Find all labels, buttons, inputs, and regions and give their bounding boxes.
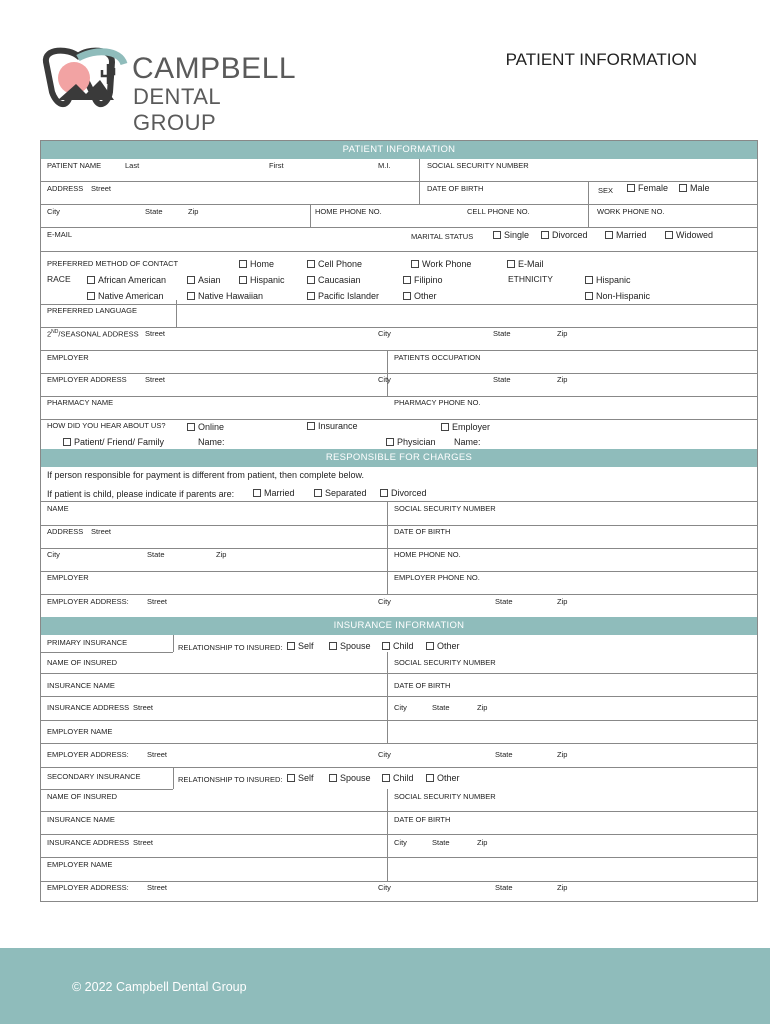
- secondary-ins-name-label: INSURANCE NAME: [47, 815, 115, 824]
- marital-divorced-checkbox[interactable]: Divorced: [541, 230, 588, 240]
- second-street-label: Street: [145, 329, 166, 338]
- parents-status-label: If patient is child, please indicate if parents are:: [47, 489, 235, 499]
- responsible-employer-phone-label: EMPLOYER PHONE NO.: [394, 573, 480, 582]
- primary-rel-self-checkbox[interactable]: Self: [287, 641, 314, 651]
- section-header-patient: PATIENT INFORMATION: [41, 141, 757, 159]
- parents-divorced-checkbox[interactable]: Divorced: [380, 488, 427, 498]
- primary-ins-address-label: INSURANCE ADDRESS: [47, 703, 130, 712]
- secondary-employer-name-label: EMPLOYER NAME: [47, 860, 113, 869]
- secondary-rel-self-checkbox[interactable]: Self: [287, 773, 314, 783]
- secondary-street-label: Street: [133, 838, 154, 847]
- ethnicity-hispanic-checkbox[interactable]: Hispanic: [585, 275, 631, 285]
- last-label: Last: [125, 161, 140, 170]
- primary-ssn-label: SOCIAL SECURITY NUMBER: [394, 658, 496, 667]
- primary-rel-spouse-checkbox[interactable]: Spouse: [329, 641, 371, 651]
- secondary-employer-street-label: Street: [147, 883, 168, 892]
- dob-label: DATE OF BIRTH: [427, 184, 484, 193]
- secondary-city-label: City: [394, 838, 407, 847]
- primary-employer-address-label: EMPLOYER ADDRESS:: [47, 750, 129, 759]
- race-label: RACE: [47, 274, 71, 284]
- zip-label: Zip: [188, 207, 199, 216]
- contact-home-checkbox[interactable]: Home: [239, 259, 274, 269]
- secondary-ins-address-label: INSURANCE ADDRESS: [47, 838, 130, 847]
- hear-online-name-label: Name:: [198, 437, 225, 447]
- primary-city-label: City: [394, 703, 407, 712]
- primary-rel-child-checkbox[interactable]: Child: [382, 641, 414, 651]
- hear-insurance-checkbox[interactable]: Insurance: [307, 421, 358, 431]
- primary-zip-label: Zip: [477, 703, 488, 712]
- race-filipino-checkbox[interactable]: Filipino: [403, 275, 443, 285]
- sex-female-checkbox[interactable]: Female: [627, 183, 668, 193]
- marital-single-checkbox[interactable]: Single: [493, 230, 529, 240]
- sex-label: SEX: [598, 186, 614, 195]
- section-header-responsible: RESPONSIBLE FOR CHARGES: [41, 449, 757, 467]
- patient-name-label: PATIENT NAME: [47, 161, 102, 170]
- responsible-employer-address-label: EMPLOYER ADDRESS:: [47, 597, 129, 606]
- cell-phone-label: CELL PHONE NO.: [467, 207, 530, 216]
- hear-physician-checkbox[interactable]: Physician: [386, 437, 436, 447]
- secondary-dob-label: DATE OF BIRTH: [394, 815, 451, 824]
- pharmacy-phone-label: PHARMACY PHONE NO.: [394, 398, 481, 407]
- secondary-zip-label: Zip: [477, 838, 488, 847]
- responsible-employer-street-label: Street: [147, 597, 168, 606]
- parents-separated-checkbox[interactable]: Separated: [314, 488, 367, 498]
- parents-married-checkbox[interactable]: Married: [253, 488, 295, 498]
- hear-online-checkbox[interactable]: Online: [187, 422, 224, 432]
- contact-method-label: PREFERRED METHOD OF CONTACT: [47, 259, 179, 268]
- mi-label: M.I.: [378, 161, 391, 170]
- marital-widowed-checkbox[interactable]: Widowed: [665, 230, 713, 240]
- secondary-employer-address-label: EMPLOYER ADDRESS:: [47, 883, 129, 892]
- primary-employer-name-label: EMPLOYER NAME: [47, 727, 113, 736]
- race-native-hawaiian-checkbox[interactable]: Native Hawaiian: [187, 291, 263, 301]
- responsible-street-label: Street: [91, 527, 112, 536]
- employer-zip-label: Zip: [557, 375, 568, 384]
- race-native-american-checkbox[interactable]: Native American: [87, 291, 164, 301]
- employer-address-label: EMPLOYER ADDRESS: [47, 375, 127, 384]
- race-hispanic-checkbox[interactable]: Hispanic: [239, 275, 285, 285]
- secondary-state-label: State: [432, 838, 450, 847]
- race-other-checkbox[interactable]: Other: [403, 291, 437, 301]
- occupation-label: PATIENTS OCCUPATION: [394, 353, 481, 362]
- ssn-label: SOCIAL SECURITY NUMBER: [427, 161, 529, 170]
- responsible-note: If person responsible for payment is different from patient, then complete below.: [47, 470, 365, 480]
- email-label: E-MAIL: [47, 230, 73, 239]
- contact-email-checkbox[interactable]: E-Mail: [507, 259, 544, 269]
- hear-employer-checkbox[interactable]: Employer: [441, 422, 490, 432]
- second-zip-label: Zip: [557, 329, 568, 338]
- hear-about-us-label: HOW DID YOU HEAR ABOUT US?: [47, 421, 166, 430]
- responsible-employer-state-label: State: [495, 597, 513, 606]
- address-label: ADDRESS: [47, 184, 84, 193]
- secondary-rel-child-checkbox[interactable]: Child: [382, 773, 414, 783]
- responsible-city-label: City: [47, 550, 60, 559]
- brand-name: CAMPBELL: [132, 52, 297, 85]
- work-phone-label: WORK PHONE NO.: [597, 207, 665, 216]
- state-label: State: [145, 207, 163, 216]
- document-title: PATIENT INFORMATION: [505, 50, 697, 69]
- street-label: Street: [91, 184, 112, 193]
- ethnicity-label: ETHNICITY: [508, 274, 553, 284]
- responsible-employer-city-label: City: [378, 597, 391, 606]
- responsible-name-label: NAME: [47, 504, 69, 513]
- pharmacy-name-label: PHARMACY NAME: [47, 398, 114, 407]
- primary-employer-city-label: City: [378, 750, 391, 759]
- ethnicity-non-hispanic-checkbox[interactable]: Non-Hispanic: [585, 291, 650, 301]
- hear-patient-friend-checkbox[interactable]: Patient/ Friend/ Family: [63, 437, 164, 447]
- secondary-rel-spouse-checkbox[interactable]: Spouse: [329, 773, 371, 783]
- footer: [0, 948, 770, 1024]
- responsible-dob-label: DATE OF BIRTH: [394, 527, 451, 536]
- primary-insurance-label: PRIMARY INSURANCE: [47, 638, 128, 647]
- primary-name-insured-label: NAME OF INSURED: [47, 658, 118, 667]
- secondary-employer-state-label: State: [495, 883, 513, 892]
- secondary-insurance-label: SECONDARY INSURANCE: [47, 772, 141, 781]
- first-label: First: [269, 161, 284, 170]
- primary-street-label: Street: [133, 703, 154, 712]
- responsible-address-label: ADDRESS: [47, 527, 84, 536]
- primary-state-label: State: [432, 703, 450, 712]
- primary-ins-name-label: INSURANCE NAME: [47, 681, 115, 690]
- contact-work-checkbox[interactable]: Work Phone: [411, 259, 471, 269]
- responsible-zip-label: Zip: [216, 550, 227, 559]
- secondary-relationship-label: RELATIONSHIP TO INSURED:: [178, 775, 283, 784]
- primary-rel-other-checkbox[interactable]: Other: [426, 641, 460, 651]
- preferred-language-label: PREFERRED LANGUAGE: [47, 306, 138, 315]
- primary-employer-zip-label: Zip: [557, 750, 568, 759]
- secondary-employer-zip-label: Zip: [557, 883, 568, 892]
- marital-status-label: MARITAL STATUS: [411, 232, 474, 241]
- race-caucasian-checkbox[interactable]: Caucasian: [307, 275, 361, 285]
- race-asian-checkbox[interactable]: Asian: [187, 275, 221, 285]
- responsible-state-label: State: [147, 550, 165, 559]
- primary-dob-label: DATE OF BIRTH: [394, 681, 451, 690]
- secondary-rel-other-checkbox[interactable]: Other: [426, 773, 460, 783]
- marital-married-checkbox[interactable]: Married: [605, 230, 647, 240]
- home-phone-label: HOME PHONE NO.: [315, 207, 382, 216]
- responsible-home-phone-label: HOME PHONE NO.: [394, 550, 461, 559]
- contact-cell-checkbox[interactable]: Cell Phone: [307, 259, 362, 269]
- second-state-label: State: [493, 329, 511, 338]
- race-pacific-islander-checkbox[interactable]: Pacific Islander: [307, 291, 379, 301]
- responsible-employer-label: EMPLOYER: [47, 573, 89, 582]
- hear-physician-name-label: Name:: [454, 437, 481, 447]
- responsible-employer-zip-label: Zip: [557, 597, 568, 606]
- secondary-employer-city-label: City: [378, 883, 391, 892]
- primary-employer-state-label: State: [495, 750, 513, 759]
- employer-street-label: Street: [145, 375, 166, 384]
- secondary-name-insured-label: NAME OF INSURED: [47, 792, 118, 801]
- city-label: City: [47, 207, 60, 216]
- primary-employer-street-label: Street: [147, 750, 168, 759]
- second-city-label: City: [378, 329, 391, 338]
- patient-form: [40, 140, 758, 902]
- responsible-ssn-label: SOCIAL SECURITY NUMBER: [394, 504, 496, 513]
- second-address-label: 2ND/SEASONAL ADDRESS: [47, 329, 139, 339]
- copyright-text: © 2022 Campbell Dental Group: [72, 980, 247, 994]
- employer-city-label: City: [378, 375, 391, 384]
- race-african-american-checkbox[interactable]: African American: [87, 275, 166, 285]
- sex-male-checkbox[interactable]: Male: [679, 183, 710, 193]
- brand-subtitle: DENTAL GROUP: [133, 84, 221, 135]
- secondary-ssn-label: SOCIAL SECURITY NUMBER: [394, 792, 496, 801]
- primary-relationship-label: RELATIONSHIP TO INSURED:: [178, 643, 283, 652]
- employer-state-label: State: [493, 375, 511, 384]
- employer-label: EMPLOYER: [47, 353, 89, 362]
- section-header-insurance: INSURANCE INFORMATION: [41, 617, 757, 635]
